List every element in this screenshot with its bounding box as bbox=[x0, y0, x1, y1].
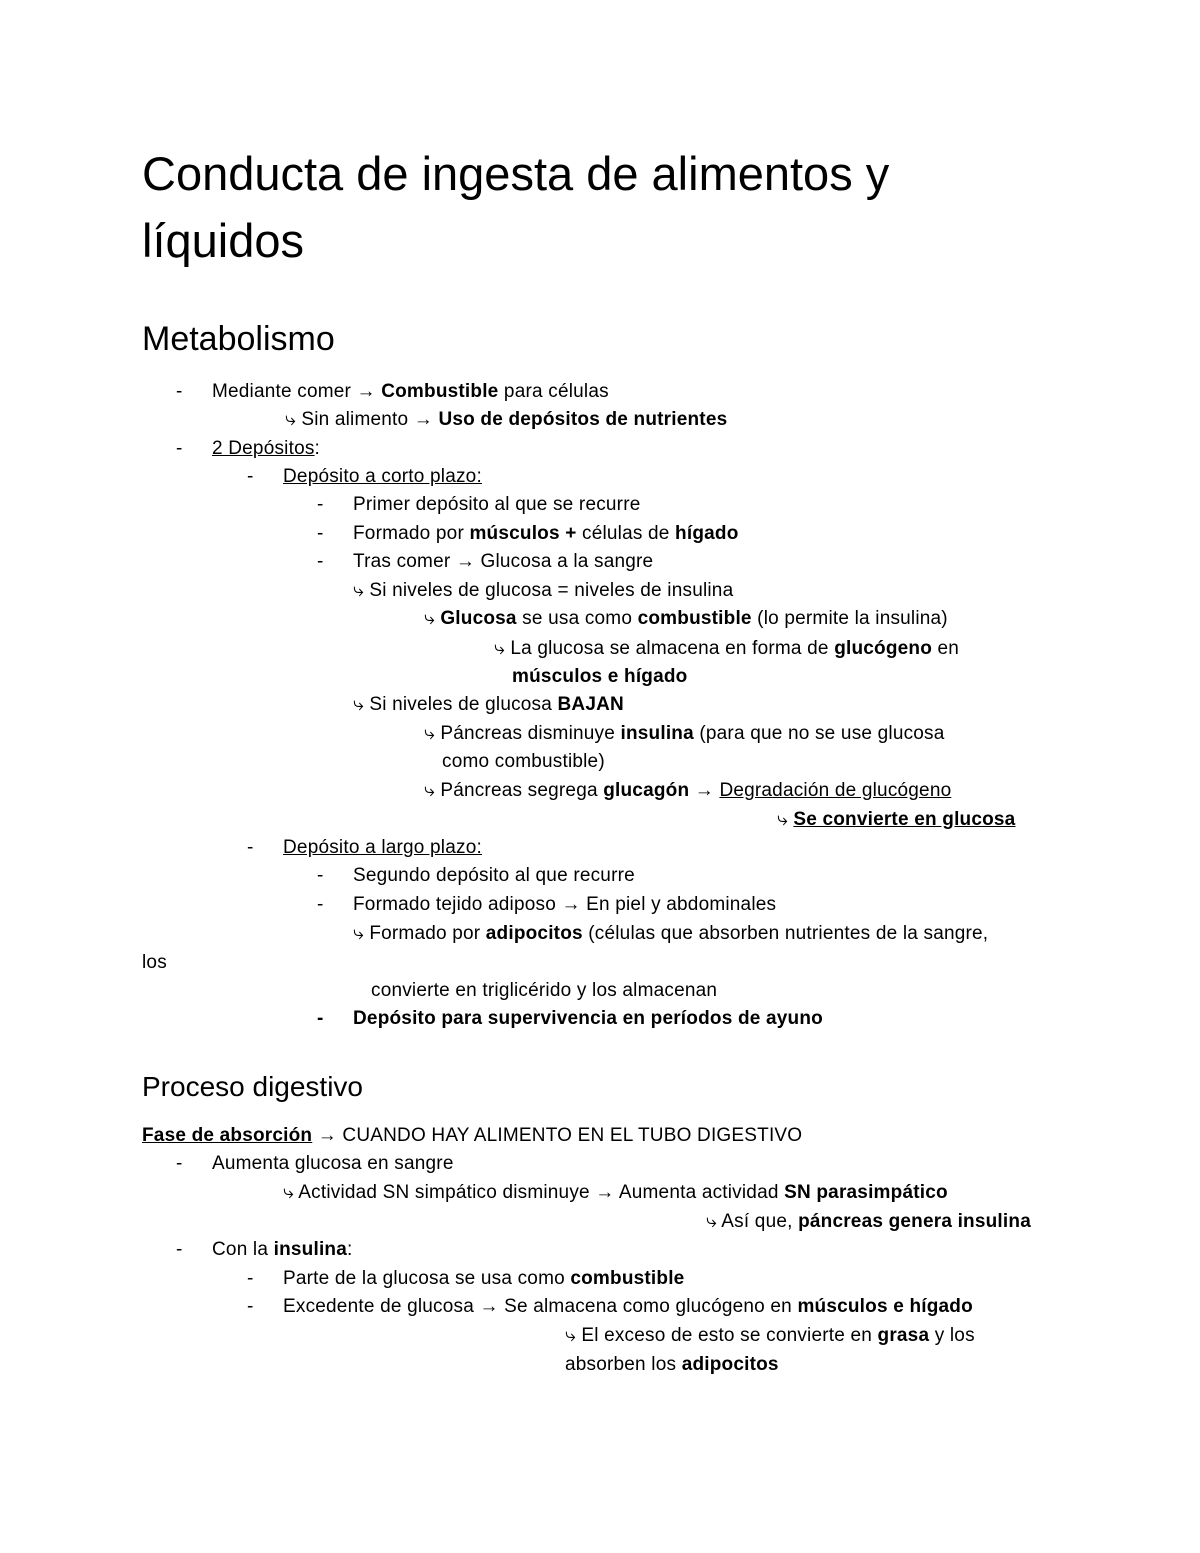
sub-item-continuation: absorben los adipocitos bbox=[565, 1354, 779, 1375]
phase-heading: Fase de absorción → CUANDO HAY ALIMENTO EN EL TUBO DIGESTIVO bbox=[142, 1125, 803, 1146]
list-item: Parte de la glucosa se usa como combustible bbox=[283, 1268, 685, 1289]
bullet-dash: - bbox=[176, 381, 183, 402]
sub-item: ⤷ La glucosa se almacena en forma de glucógeno en bbox=[494, 638, 960, 659]
list-item: Primer depósito al que se recurre bbox=[353, 494, 641, 515]
list-item: Mediante comer → Combustible para células bbox=[212, 381, 609, 402]
document-title-line-1: Conducta de ingesta de alimentos y bbox=[142, 147, 890, 200]
bullet-dash: - bbox=[176, 1239, 183, 1260]
sub-item: ⤷ El exceso de esto se convierte en grasa y los bbox=[565, 1325, 975, 1346]
list-item: Excedente de glucosa → Se almacena como glucógeno en músculos e hígado bbox=[283, 1296, 973, 1317]
sub-item-continuation: como combustible) bbox=[442, 751, 605, 772]
section-heading-proceso-digestivo: Proceso digestivo bbox=[142, 1071, 364, 1102]
bullet-dash: - bbox=[317, 894, 324, 915]
sub-item: ⤷ Formado por adipocitos (células que absorben nutrientes de la sangre, bbox=[353, 923, 989, 944]
list-item: Depósito para supervivencia en períodos de ayuno bbox=[353, 1008, 823, 1029]
sub-item: ⤷ Si niveles de glucosa BAJAN bbox=[353, 694, 624, 715]
list-item: Tras comer → Glucosa a la sangre bbox=[353, 551, 654, 572]
sub-item: ⤷ Así que, páncreas genera insulina bbox=[706, 1211, 1031, 1232]
bullet-dash: - bbox=[317, 1008, 324, 1029]
bullet-dash: - bbox=[247, 1268, 254, 1289]
sub-item: ⤷ Sin alimento → Uso de depósitos de nutrientes bbox=[285, 409, 728, 430]
section-heading-metabolismo: Metabolismo bbox=[142, 320, 335, 358]
list-item: Aumenta glucosa en sangre bbox=[212, 1153, 454, 1174]
wrapped-text: los bbox=[142, 952, 167, 973]
list-item: Segundo depósito al que recurre bbox=[353, 865, 635, 886]
sub-item: ⤷ Actividad SN simpático disminuye → Aumenta actividad SN parasimpático bbox=[283, 1182, 948, 1203]
bullet-dash: - bbox=[317, 523, 324, 544]
sub-item-continuation: convierte en triglicérido y los almacenan bbox=[371, 980, 718, 1001]
document-title-line-2: líquidos bbox=[142, 214, 304, 267]
sub-item: ⤷ Glucosa se usa como combustible (lo permite la insulina) bbox=[424, 608, 948, 629]
list-item: Depósito a corto plazo: bbox=[283, 466, 482, 487]
list-item: Con la insulina: bbox=[212, 1239, 353, 1260]
bullet-dash: - bbox=[317, 865, 324, 886]
list-item: 2 Depósitos: bbox=[212, 438, 321, 459]
bullet-dash: - bbox=[247, 837, 254, 858]
bullet-dash: - bbox=[176, 438, 183, 459]
list-item: Formado por músculos + células de hígado bbox=[353, 523, 739, 544]
bullet-dash: - bbox=[317, 494, 324, 515]
sub-item: ⤷ Páncreas segrega glucagón → Degradación de glucógeno bbox=[424, 780, 952, 801]
sub-item: ⤷ Se convierte en glucosa bbox=[777, 809, 1016, 830]
list-item: Depósito a largo plazo: bbox=[283, 837, 482, 858]
bullet-dash: - bbox=[247, 1296, 254, 1317]
list-item: Formado tejido adiposo → En piel y abdominales bbox=[353, 894, 777, 915]
bullet-dash: - bbox=[176, 1153, 183, 1174]
bullet-dash: - bbox=[317, 551, 324, 572]
sub-item-continuation: músculos e hígado bbox=[512, 666, 688, 687]
bullet-dash: - bbox=[247, 466, 254, 487]
sub-item: ⤷ Si niveles de glucosa = niveles de insulina bbox=[353, 580, 734, 601]
sub-item: ⤷ Páncreas disminuye insulina (para que no se use glucosa bbox=[424, 723, 945, 744]
